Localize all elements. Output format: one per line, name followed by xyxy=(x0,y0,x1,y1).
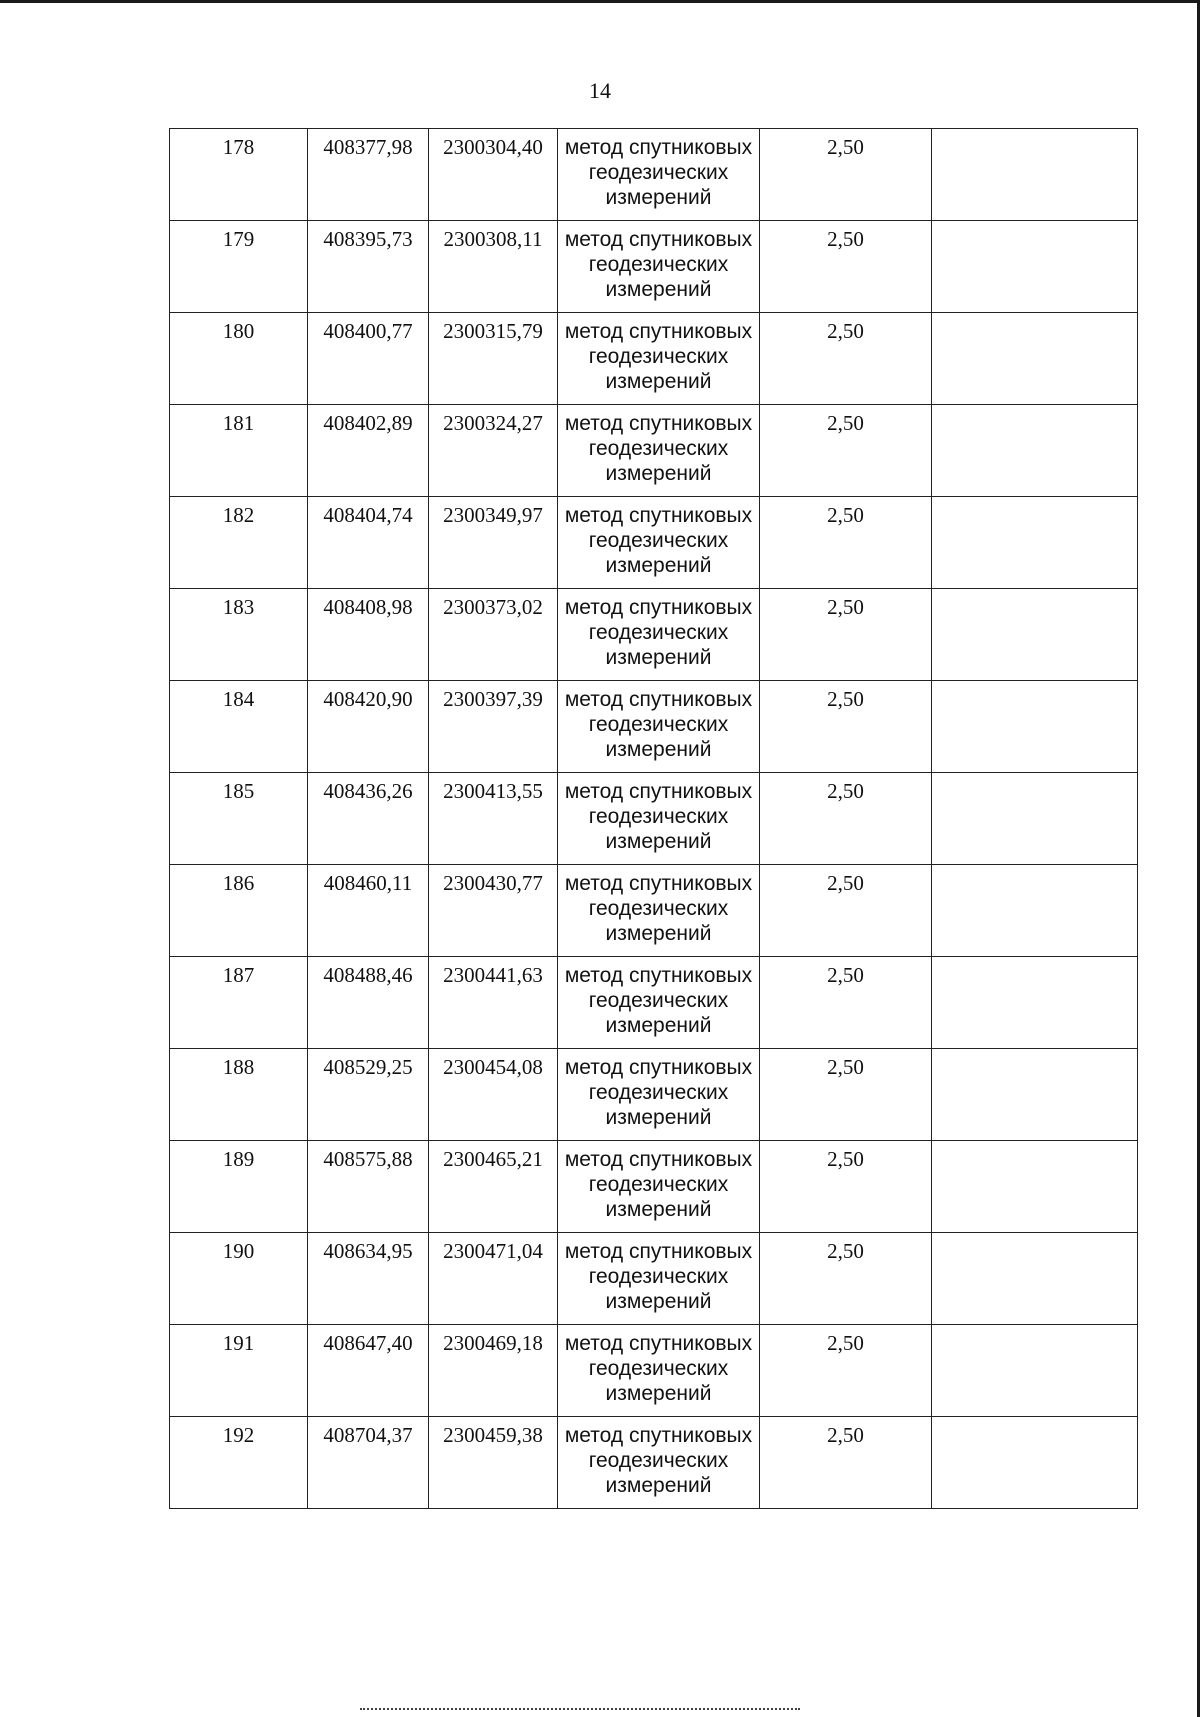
accuracy-cell: 2,50 xyxy=(760,1417,932,1509)
method-text-line: измерений xyxy=(605,1198,712,1221)
accuracy-cell: 2,50 xyxy=(760,1233,932,1325)
x-coordinate-cell: 408395,73 xyxy=(308,221,429,313)
method-text-line: метод спутниковых xyxy=(564,136,753,159)
method-text-line: измерений xyxy=(605,1474,712,1497)
x-coordinate-cell: 408460,11 xyxy=(308,865,429,957)
method-text-line: измерений xyxy=(605,462,712,485)
table-row xyxy=(170,1141,1138,1233)
point-number-cell: 183 xyxy=(170,589,308,681)
method-text-line: метод спутниковых xyxy=(564,228,753,251)
method-text-line: геодезических xyxy=(588,805,729,828)
table-row xyxy=(170,1233,1138,1325)
method-text-line: метод спутниковых xyxy=(564,320,753,343)
note-cell xyxy=(932,1325,1138,1417)
x-coordinate-cell: 408408,98 xyxy=(308,589,429,681)
y-coordinate-cell: 2300304,40 xyxy=(429,129,558,221)
point-number-cell: 184 xyxy=(170,681,308,773)
y-coordinate-cell: 2300471,04 xyxy=(429,1233,558,1325)
point-number-cell: 180 xyxy=(170,313,308,405)
method-cell xyxy=(558,221,760,313)
note-cell xyxy=(932,773,1138,865)
accuracy-cell: 2,50 xyxy=(760,865,932,957)
note-cell xyxy=(932,313,1138,405)
table-row xyxy=(170,129,1138,221)
method-text-line: измерений xyxy=(605,1106,712,1129)
method-text-line: геодезических xyxy=(588,621,729,644)
x-coordinate-cell: 408402,89 xyxy=(308,405,429,497)
x-coordinate-cell: 408404,74 xyxy=(308,497,429,589)
method-text-line: измерений xyxy=(605,1290,712,1313)
method-text-line: измерений xyxy=(605,1014,712,1037)
accuracy-cell: 2,50 xyxy=(760,129,932,221)
table-row xyxy=(170,1049,1138,1141)
point-number-cell: 182 xyxy=(170,497,308,589)
x-coordinate-cell: 408377,98 xyxy=(308,129,429,221)
x-coordinate-cell: 408575,88 xyxy=(308,1141,429,1233)
method-text-line: метод спутниковых xyxy=(564,1148,753,1171)
method-cell xyxy=(558,1141,760,1233)
method-cell xyxy=(558,865,760,957)
y-coordinate-cell: 2300441,63 xyxy=(429,957,558,1049)
method-cell xyxy=(558,589,760,681)
point-number-cell: 185 xyxy=(170,773,308,865)
point-number-cell: 187 xyxy=(170,957,308,1049)
method-text-line: метод спутниковых xyxy=(564,1240,753,1263)
method-text-line: геодезических xyxy=(588,345,729,368)
method-cell xyxy=(558,681,760,773)
point-number-cell: 178 xyxy=(170,129,308,221)
method-text-line: измерений xyxy=(605,186,712,209)
accuracy-cell: 2,50 xyxy=(760,313,932,405)
note-cell xyxy=(932,589,1138,681)
note-cell xyxy=(932,497,1138,589)
y-coordinate-cell: 2300315,79 xyxy=(429,313,558,405)
note-cell xyxy=(932,1049,1138,1141)
method-text-line: метод спутниковых xyxy=(564,688,753,711)
accuracy-cell: 2,50 xyxy=(760,221,932,313)
y-coordinate-cell: 2300349,97 xyxy=(429,497,558,589)
table-row xyxy=(170,221,1138,313)
note-cell xyxy=(932,865,1138,957)
x-coordinate-cell: 408634,95 xyxy=(308,1233,429,1325)
method-text-line: метод спутниковых xyxy=(564,504,753,527)
y-coordinate-cell: 2300324,27 xyxy=(429,405,558,497)
method-text-line: метод спутниковых xyxy=(564,964,753,987)
method-text-line: геодезических xyxy=(588,989,729,1012)
method-text-line: геодезических xyxy=(588,529,729,552)
scan-bottom-artifact xyxy=(360,1708,800,1712)
accuracy-cell: 2,50 xyxy=(760,681,932,773)
coordinates-table-body xyxy=(170,129,1138,1509)
point-number-cell: 186 xyxy=(170,865,308,957)
note-cell xyxy=(932,681,1138,773)
note-cell xyxy=(932,1141,1138,1233)
method-text-line: метод спутниковых xyxy=(564,596,753,619)
y-coordinate-cell: 2300413,55 xyxy=(429,773,558,865)
method-text-line: метод спутниковых xyxy=(564,412,753,435)
method-text-line: метод спутниковых xyxy=(564,1332,753,1355)
y-coordinate-cell: 2300373,02 xyxy=(429,589,558,681)
method-cell xyxy=(558,1417,760,1509)
method-text-line: измерений xyxy=(605,370,712,393)
accuracy-cell: 2,50 xyxy=(760,773,932,865)
x-coordinate-cell: 408704,37 xyxy=(308,1417,429,1509)
method-text-line: геодезических xyxy=(588,437,729,460)
method-cell xyxy=(558,773,760,865)
coordinates-table xyxy=(169,128,1138,1509)
y-coordinate-cell: 2300465,21 xyxy=(429,1141,558,1233)
y-coordinate-cell: 2300469,18 xyxy=(429,1325,558,1417)
x-coordinate-cell: 408529,25 xyxy=(308,1049,429,1141)
point-number-cell: 189 xyxy=(170,1141,308,1233)
method-text-line: геодезических xyxy=(588,1265,729,1288)
note-cell xyxy=(932,405,1138,497)
method-text-line: измерений xyxy=(605,646,712,669)
method-cell xyxy=(558,313,760,405)
method-text-line: геодезических xyxy=(588,897,729,920)
y-coordinate-cell: 2300454,08 xyxy=(429,1049,558,1141)
table-row xyxy=(170,957,1138,1049)
x-coordinate-cell: 408488,46 xyxy=(308,957,429,1049)
accuracy-cell: 2,50 xyxy=(760,405,932,497)
table-row xyxy=(170,497,1138,589)
y-coordinate-cell: 2300397,39 xyxy=(429,681,558,773)
method-text-line: измерений xyxy=(605,278,712,301)
point-number-cell: 181 xyxy=(170,405,308,497)
x-coordinate-cell: 408400,77 xyxy=(308,313,429,405)
point-number-cell: 192 xyxy=(170,1417,308,1509)
point-number-cell: 191 xyxy=(170,1325,308,1417)
method-text-line: измерений xyxy=(605,922,712,945)
method-text-line: геодезических xyxy=(588,1081,729,1104)
accuracy-cell: 2,50 xyxy=(760,497,932,589)
method-cell xyxy=(558,129,760,221)
method-text-line: геодезических xyxy=(588,1357,729,1380)
method-text-line: измерений xyxy=(605,738,712,761)
y-coordinate-cell: 2300430,77 xyxy=(429,865,558,957)
scan-top-border xyxy=(0,0,1200,3)
method-text-line: геодезических xyxy=(588,1449,729,1472)
accuracy-cell: 2,50 xyxy=(760,589,932,681)
method-text-line: геодезических xyxy=(588,713,729,736)
table-row xyxy=(170,773,1138,865)
table-row xyxy=(170,313,1138,405)
method-text-line: метод спутниковых xyxy=(564,780,753,803)
method-cell xyxy=(558,1233,760,1325)
note-cell xyxy=(932,1417,1138,1509)
method-text-line: измерений xyxy=(605,554,712,577)
x-coordinate-cell: 408420,90 xyxy=(308,681,429,773)
table-row xyxy=(170,589,1138,681)
method-text-line: геодезических xyxy=(588,161,729,184)
note-cell xyxy=(932,1233,1138,1325)
x-coordinate-cell: 408647,40 xyxy=(308,1325,429,1417)
method-text-line: геодезических xyxy=(588,253,729,276)
method-text-line: метод спутниковых xyxy=(564,1056,753,1079)
method-text-line: метод спутниковых xyxy=(564,872,753,895)
accuracy-cell: 2,50 xyxy=(760,1141,932,1233)
method-text-line: измерений xyxy=(605,1382,712,1405)
table-row xyxy=(170,405,1138,497)
method-cell xyxy=(558,405,760,497)
accuracy-cell: 2,50 xyxy=(760,957,932,1049)
point-number-cell: 179 xyxy=(170,221,308,313)
table-row xyxy=(170,1417,1138,1509)
point-number-cell: 190 xyxy=(170,1233,308,1325)
method-cell xyxy=(558,1325,760,1417)
point-number-cell: 188 xyxy=(170,1049,308,1141)
accuracy-cell: 2,50 xyxy=(760,1325,932,1417)
method-text-line: измерений xyxy=(605,830,712,853)
method-text-line: метод спутниковых xyxy=(564,1424,753,1447)
method-cell xyxy=(558,1049,760,1141)
page-number: 14 xyxy=(589,78,611,103)
y-coordinate-cell: 2300308,11 xyxy=(429,221,558,313)
table-row xyxy=(170,681,1138,773)
method-text-line: геодезических xyxy=(588,1173,729,1196)
note-cell xyxy=(932,957,1138,1049)
y-coordinate-cell: 2300459,38 xyxy=(429,1417,558,1509)
x-coordinate-cell: 408436,26 xyxy=(308,773,429,865)
note-cell xyxy=(932,221,1138,313)
table-row xyxy=(170,1325,1138,1417)
method-cell xyxy=(558,497,760,589)
accuracy-cell: 2,50 xyxy=(760,1049,932,1141)
note-cell xyxy=(932,129,1138,221)
method-cell xyxy=(558,957,760,1049)
table-row xyxy=(170,865,1138,957)
